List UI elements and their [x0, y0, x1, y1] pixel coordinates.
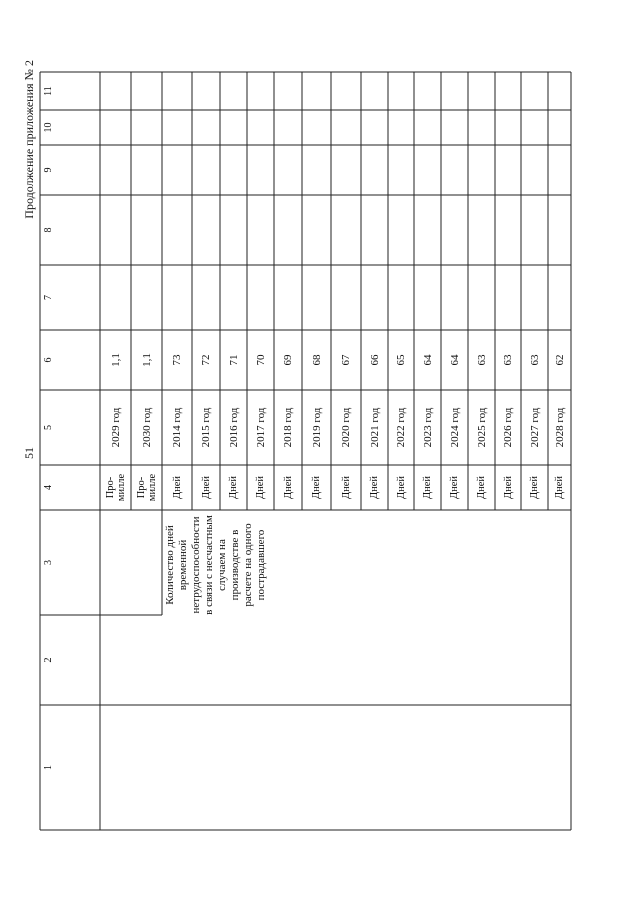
- unit-cell: Дней: [476, 475, 487, 500]
- unit-cell: Про- милле: [104, 473, 127, 502]
- value-cell: 65: [395, 354, 407, 366]
- year-cell: 2019 год: [310, 407, 323, 448]
- year-cell: 2014 год: [171, 407, 183, 448]
- value-cell: 71: [227, 354, 240, 366]
- year-cell: 2029 год: [109, 407, 122, 448]
- year-cell: 2022 год: [395, 407, 407, 448]
- page-title: Продолжение приложения № 2: [22, 60, 36, 219]
- value-cell: 63: [502, 354, 514, 366]
- value-cell: 1,1: [140, 353, 153, 367]
- value-cell: 70: [254, 354, 267, 366]
- unit-cell: Дней: [282, 475, 294, 500]
- unit-cell: Дней: [422, 475, 433, 500]
- column-header-6: 6: [43, 357, 54, 363]
- indicator-description: Количество дней временной нетрудоспособности в связи с несчастным случаем на производстве в расчете на одного пострадавшего: [164, 515, 267, 615]
- unit-cell: Дней: [228, 475, 239, 500]
- page-number: 51: [22, 447, 36, 459]
- value-cell: 64: [421, 354, 434, 366]
- column-header-5: 5: [43, 425, 54, 430]
- column-header-1: 1: [43, 765, 54, 770]
- unit-cell: Дней: [554, 475, 565, 500]
- year-cell: 2025 год: [475, 407, 488, 448]
- value-cell: 63: [528, 354, 541, 366]
- value-cell: 63: [475, 354, 488, 366]
- column-header-8: 8: [43, 227, 54, 233]
- column-header-9: 9: [43, 167, 54, 173]
- year-cell: 2018 год: [282, 407, 294, 448]
- value-cell: 64: [448, 354, 461, 366]
- column-header-2: 2: [43, 657, 54, 663]
- year-cell: 2023 год: [421, 407, 434, 448]
- year-cell: 2020 год: [340, 407, 352, 448]
- unit-cell: Дней: [311, 475, 322, 500]
- value-cell: 66: [368, 354, 381, 366]
- value-cell: 62: [553, 354, 566, 366]
- column-header-11: 11: [43, 86, 54, 96]
- year-cell: 2028 год: [553, 407, 566, 448]
- unit-cell: Дней: [529, 475, 540, 500]
- column-header-4: 4: [43, 485, 54, 490]
- year-cell: 2016 год: [227, 407, 240, 448]
- year-cell: 2015 год: [200, 407, 212, 448]
- unit-cell: Дней: [449, 475, 460, 500]
- year-cell: 2017 год: [254, 407, 267, 448]
- value-cell: 73: [171, 354, 183, 366]
- unit-cell: Дней: [255, 475, 266, 500]
- year-cell: 2024 год: [448, 407, 461, 448]
- value-cell: 67: [340, 354, 352, 366]
- unit-cell: Дней: [340, 475, 352, 500]
- column-header-10: 10: [43, 122, 54, 133]
- year-cell: 2021 год: [368, 407, 381, 448]
- unit-cell: Про- милле: [135, 473, 158, 502]
- value-cell: 68: [310, 354, 323, 366]
- value-cell: 1,1: [109, 353, 122, 367]
- unit-cell: Дней: [171, 475, 183, 500]
- unit-cell: Дней: [369, 475, 380, 500]
- unit-cell: Дней: [502, 475, 514, 500]
- year-cell: 2026 год: [502, 407, 514, 448]
- unit-cell: Дней: [200, 475, 212, 500]
- year-cell: 2030 год: [140, 407, 153, 448]
- value-cell: 69: [282, 354, 294, 366]
- year-cell: 2027 год: [528, 407, 541, 448]
- column-header-3: 3: [43, 560, 54, 565]
- value-cell: 72: [200, 354, 212, 366]
- unit-cell: Дней: [395, 475, 407, 500]
- column-header-7: 7: [43, 295, 54, 300]
